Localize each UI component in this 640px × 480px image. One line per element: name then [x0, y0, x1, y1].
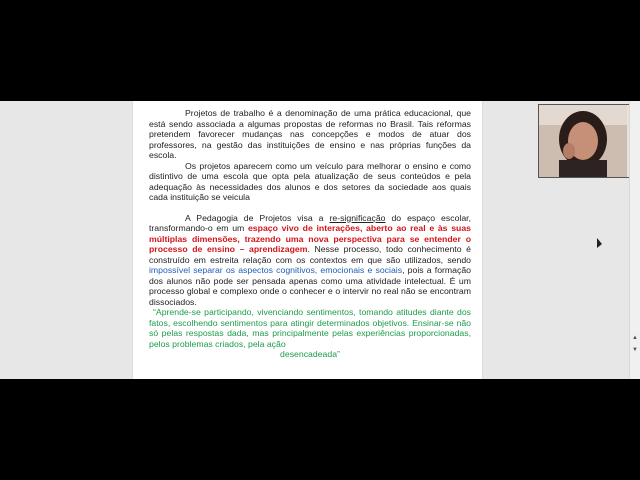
webcam-person-image: [539, 105, 633, 177]
p3-text-3: . Nesse processo, todo conhecimento é construído em estreita relação com os contextos em que são utilizados, sendo: [149, 244, 471, 265]
p3-red-highlight: espaço vivo de interações, aberto ao real e às suas múltiplas dimensões, trazendo uma nova perspectiva para se entender o processo de ensino – aprendizagem: [149, 223, 471, 254]
mouse-cursor-icon: [597, 238, 602, 248]
p3-text-4: , pois a formação dos alunos não pode ser pensada apenas como uma atividade intelectual. É um processo global e complexo onde o conhecer e o intervir no real não se encontram dissociados.: [149, 265, 471, 307]
p3-blue-highlight: impossível separar os aspectos cognitivos, emocionais e sociais: [149, 265, 403, 275]
scroll-up-icon[interactable]: ▲: [632, 335, 638, 341]
vertical-scrollbar[interactable]: [629, 101, 640, 379]
document-body: [149, 108, 471, 360]
paragraph-3: [149, 213, 471, 308]
webcam-overlay: [538, 104, 634, 178]
quote-final-word: desencadeada”: [280, 349, 340, 359]
paragraph-1: Projetos de trabalho é a denominação de uma prática educacional, que está sendo associada a algumas propostas de reformas no Brasil. Tais reformas pretendem favorecer mudanças nas concepções e modos de atuar dos professores, na gestão das instituições de ensino e nas próprias funções da escola.: [149, 108, 471, 160]
app-viewport: [0, 101, 640, 379]
document-page[interactable]: [133, 101, 482, 379]
p3-text-1: A Pedagogia de Projetos visa a: [185, 212, 330, 223]
p3-underlined-term: re-significação: [329, 212, 386, 223]
paragraph-2: Os projetos aparecem como um veículo para melhorar o ensino e como distintivo de uma escola que opta pela atualização de seus conteúdos e pela adequação às necessidades dos alunos e dos setores da sociedade aos quais cada instituição se veicula: [149, 160, 471, 202]
p3-text-2: do espaço escolar, transformando-o em um: [149, 212, 471, 233]
quote-paragraph: “Aprende-se participando, vivenciando sentimentos, tomando atitudes diante dos fatos, escolhendo sentimentos para atingir determinados objetivos. Ensinar-se não só pelas respostas dada, mas principalmente pelas experiências proporcionadas, pelos problemas criados, pela ação: [149, 307, 471, 349]
scroll-down-icon[interactable]: ▼: [632, 347, 638, 353]
